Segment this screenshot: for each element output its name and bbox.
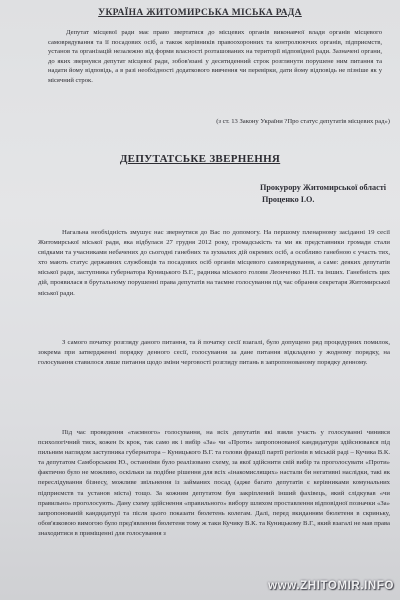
body-paragraph-3: Під час проведення «таємного» голосування, на всіх депутатів які взяли участь у голосуванні чинився психологічний тиск, кожен їх крок, так само як і вибір «За» чи «Проти» запропонованої кандидатури здійснювався під пильним наглядом заступника губернатора – Куницького В.Г. та голови фракції партії регіонів в міській раді – Кучика В.К. та депутатом Самборським Ю., останніми було реалізовано схему, за якої здійснити свій вибір та проголосувати «Проти» фактично було не можливо, оскільки за подібне рішення для всіх «інакомислящих» настали би негативні наслідки, такі як переслідування бізнесу, можливе звільнення із займаних посад (адже багато депутатів є керівниками комунальних підприємств та установ міста) тощо. За кожним депутатом був закріплений інший фахівець, який слідкував «чи правильно» проголосують. Дану схему здійснення «правильного» вибору шляхом проставлення відповідної позначки «За» запропонованій кандидатурі та після цього показати бюлетень колегам. Далі, перед вкиданням бюлетеня в скриньку, обов'язковою вимогою було пред'явлення бюлетеня тому ж таки Кучику В.К. та Куницькому В.Г., який взагалі не мав права знаходитися в приміщенні для голосування з	[38, 429, 390, 537]
addressee-position: Прокурору Житомирської області	[259, 183, 386, 192]
council-header: УКРАЇНА ЖИТОМИРСЬКА МІСЬКА РАДА	[98, 8, 302, 18]
site-watermark: www.ZHITOMIR.INFO	[268, 580, 394, 592]
body-paragraph-2: З самого початку розгляду даного питання, та й початку сесії взагалі, було допущено ряд процедурних помилок, зокрема при затвердженні порядку денного сесії, голосування за дане питання відкладено у жодному порядку, на голосування ставилося лише питання щодо зміни черговості розгляду питань в запропонованому порядку денному.	[38, 339, 390, 367]
document-title: ДЕПУТАТСЬКЕ ЗВЕРНЕННЯ	[119, 153, 281, 165]
addressee-name: Проценко І.О.	[261, 195, 315, 204]
body-paragraph-1: Нагальна необхідність змушує нас звернутися до Вас по допомогу. На першому пленарному засіданні 19 сесії Житомирської міської ради, яка відбулася 27 грудня 2012 року, громадськість та ми як представники громади стали свідками та учасниками небачених до сьогодні ганебних та зухвалих дій окремих осіб, а особливо ганебною є участь тих, хто мають статус державних службовців та посадових осіб органів місцевого самоврядування, а саме: деяких депутатів міської ради, заступника губернатора Куницького В.Г., радника міського голови Леонченко Н.П. та інших. Ганебність цих дій, проявилася в брутальному порушенні права депутатів на таємне голосування під час обрання секретаря Житомирської міської ради.	[38, 229, 390, 297]
addressee-block	[260, 182, 386, 206]
law-citation: (з ст. 13 Закону України ?Про статус депутатів місцевих рад»)	[216, 118, 390, 125]
legal-intro: Депутат місцевої ради має право звертатися до місцевих органів виконавчої влади органів місцевого самоврядування та її посадових осіб, а також керівників правоохоронних та контролюючих органів, підприємств, установ та організацій незалежно від форми власності розташованих на території відповідної ради. Зазначені органи, до яких звернувся депутат місцевої ради, зобов'язані у десятиденний строк розглянути порушене ним питання та надати йому відповідь, а в разі необхідності додаткового вивчення чи перевірки, дати йому відповідь не пізніше як у місячний строк.	[48, 29, 382, 84]
